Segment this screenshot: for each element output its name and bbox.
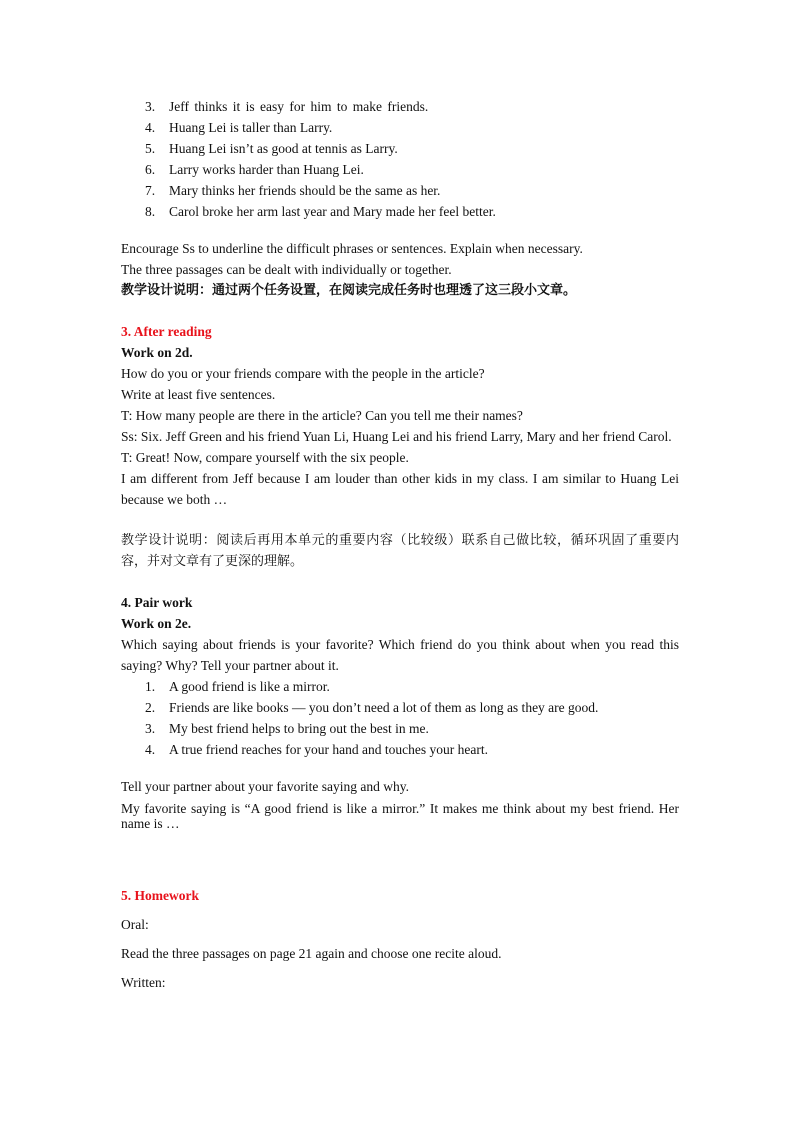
comprehension-list: [121, 96, 679, 222]
dialogue-line: Ss: Six. Jeff Green and his friend Yuan Li, Huang Lei and his friend Larry, Mary and her friend Carol.: [121, 429, 672, 444]
list-item: [121, 117, 679, 138]
dialogue-line: T: Great! Now, compare yourself with the six people.: [121, 450, 409, 465]
paragraph: Write at least five sentences.: [121, 387, 276, 402]
list-text: My best friend helps to bring out the best in me.: [169, 721, 429, 736]
list-number: 3.: [145, 721, 156, 736]
favorite-saying-example: My favorite saying is “A good friend is like a mirror.” It makes me think about my best friend. Her name is …: [121, 801, 679, 831]
list-number: 4.: [145, 742, 156, 757]
list-number: 1.: [145, 679, 156, 694]
document-page: [121, 96, 679, 993]
list-text: A good friend is like a mirror.: [169, 679, 330, 694]
written-label: Written:: [121, 975, 166, 990]
list-item: [121, 96, 679, 117]
list-number: 7.: [145, 183, 156, 198]
list-item: [121, 201, 679, 222]
list-number: 3.: [145, 99, 156, 114]
encourage-text: Encourage Ss to underline the difficult phrases or sentences. Explain when necessary.: [121, 241, 583, 256]
list-text: Larry works harder than Huang Lei.: [169, 162, 364, 177]
task-label-2d: Work on 2d.: [121, 345, 193, 360]
oral-homework-text: Read the three passages on page 21 again and choose one recite aloud.: [121, 946, 502, 961]
list-item: [121, 159, 679, 180]
list-number: 8.: [145, 204, 156, 219]
task-label-2e: Work on 2e.: [121, 616, 192, 631]
list-item: [121, 739, 679, 760]
paragraph: How do you or your friends compare with the people in the article?: [121, 366, 485, 381]
list-number: 5.: [145, 141, 156, 156]
list-text: Huang Lei is taller than Larry.: [169, 120, 333, 135]
sayings-list: [121, 676, 679, 760]
list-item: [121, 697, 679, 718]
list-number: 6.: [145, 162, 156, 177]
list-text: Jeff thinks it is easy for him to make friends.: [169, 99, 429, 114]
list-item: [121, 718, 679, 739]
example-paragraph: I am different from Jeff because I am louder than other kids in my class. I am similar to Huang Lei because we both …: [121, 471, 679, 507]
section-heading-pair-work: 4. Pair work: [121, 595, 193, 610]
pair-work-intro: Which saying about friends is your favorite? Which friend do you think about when you read this saying? Why? Tell your partner about it.: [121, 637, 679, 673]
design-note-2: 教学设计说明：阅读后再用本单元的重要内容（比较级）联系自己做比较，循环巩固了重要内容，并对文章有了更深的理解。: [121, 533, 679, 569]
passages-text: The three passages can be dealt with individually or together.: [121, 262, 452, 277]
list-item: [121, 138, 679, 159]
design-note-1: 教学设计说明：通过两个任务设置，在阅读完成任务时也理透了这三段小文章。: [121, 283, 577, 298]
list-text: Friends are like books — you don’t need a lot of them as long as they are good.: [169, 700, 599, 715]
dialogue-line: T: How many people are there in the article? Can you tell me their names?: [121, 408, 523, 423]
list-number: 2.: [145, 700, 156, 715]
list-item: [121, 180, 679, 201]
list-text: Mary thinks her friends should be the same as her.: [169, 183, 441, 198]
list-text: Carol broke her arm last year and Mary made her feel better.: [169, 204, 496, 219]
list-number: 4.: [145, 120, 156, 135]
oral-label: Oral:: [121, 917, 149, 932]
section-heading-after-reading: 3. After reading: [121, 324, 212, 339]
list-text: A true friend reaches for your hand and touches your heart.: [169, 742, 489, 757]
section-heading-homework: 5. Homework: [121, 888, 199, 903]
list-text: Huang Lei isn’t as good at tennis as Larry.: [169, 141, 398, 156]
list-item: [121, 676, 679, 697]
tell-partner-text: Tell your partner about your favorite saying and why.: [121, 779, 409, 794]
